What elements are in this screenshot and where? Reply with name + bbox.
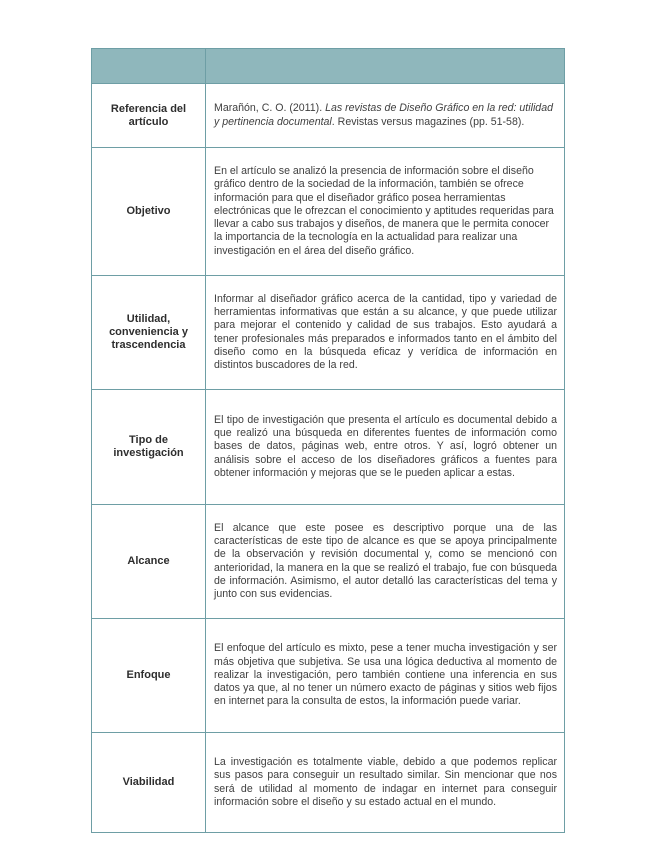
table-row-utility	[92, 276, 565, 390]
row-text-research-type: El tipo de investigación que presenta el artículo es documental debido a que realizó una búsqueda en diferentes fuentes de información como bases de datos, páginas web, entre otros. Y así, logró obtener un análisis sobre el acceso de los diseñadores gráficos a fuentes para obtener información y mejoras que se le pueden aplicar a estas.	[206, 390, 565, 505]
row-label-research-type: Tipo de investigación	[92, 390, 206, 505]
row-text-utility: Informar al diseñador gráfico acerca de la cantidad, tipo y variedad de herramientas informativas que están a su alcance, y que puede utilizar para mejorar el contenido y calidad de sus trabajos. Esto ayudará a tener profesionales más preparados e informados tanto en el ámbito del diseño como en la búsqueda eficaz y verídica de información en distintos buscadores de la red.	[206, 276, 565, 390]
table-row-viability	[92, 733, 565, 833]
table-row-reference	[92, 84, 565, 148]
row-label-objective: Objetivo	[92, 148, 206, 276]
header-cell-body	[206, 49, 565, 84]
row-label-viability: Viabilidad	[92, 733, 206, 833]
row-label-approach: Enfoque	[92, 619, 206, 733]
table-row-research-type	[92, 390, 565, 505]
row-text-reference	[206, 84, 565, 148]
table-row-approach	[92, 619, 565, 733]
article-summary-table	[91, 48, 565, 833]
table-row-scope	[92, 505, 565, 619]
table-header-row	[92, 49, 565, 84]
reference-title: Las revistas de Diseño Gráfico en la red: utilidad y pertinencia documental	[214, 102, 553, 128]
reference-author: Marañón, C. O. (2011).	[214, 102, 326, 115]
row-text-scope: El alcance que este posee es descriptivo porque una de las características de este tipo de alcance es que se apoya principalmente de la observación y revisión documental y, como se mencionó con anterioridad, la manera en la que se realizó el trabajo, fue con búsqueda de información. Asimismo, el autor detalló las características del tema y junto con sus evidencias.	[206, 505, 565, 619]
row-text-viability: La investigación es totalmente viable, debido a que podemos replicar sus pasos para conseguir un resultado similar. Sin mencionar que nos será de utilidad al momento de indagar en internet para conseguir información sobre el diseño y su estado actual en el mundo.	[206, 733, 565, 833]
row-label-scope: Alcance	[92, 505, 206, 619]
table-row-objective	[92, 148, 565, 276]
row-label-utility: Utilidad, conveniencia y trascendencia	[92, 276, 206, 390]
header-cell-label	[92, 49, 206, 84]
row-text-objective: En el artículo se analizó la presencia de información sobre el diseño gráfico dentro de la sociedad de la información, también se ofrece información para que el diseñador gráfico posea herramientas electrónicas que le ofrezcan el conocimiento y aptitudes requeridas para llevar a cabo sus trabajos y diseños, de manera que le permita conocer la importancia de la tecnología en la actualidad para realizar una investigación en el área del diseño gráfico.	[206, 148, 565, 276]
row-text-approach: El enfoque del artículo es mixto, pese a tener mucha investigación y ser más objetiva que subjetiva. Se usa una lógica deductiva al momento de realizar la investigación, pero también contiene una inferencia en sus datos ya que, al no tener un número exacto de páginas y sitios web fijos en internet para la consulta de estos, la información puede variar.	[206, 619, 565, 733]
reference-details: . Revistas versus magazines (pp. 51-58).	[331, 115, 525, 128]
row-label-reference: Referencia del artículo	[92, 84, 206, 148]
